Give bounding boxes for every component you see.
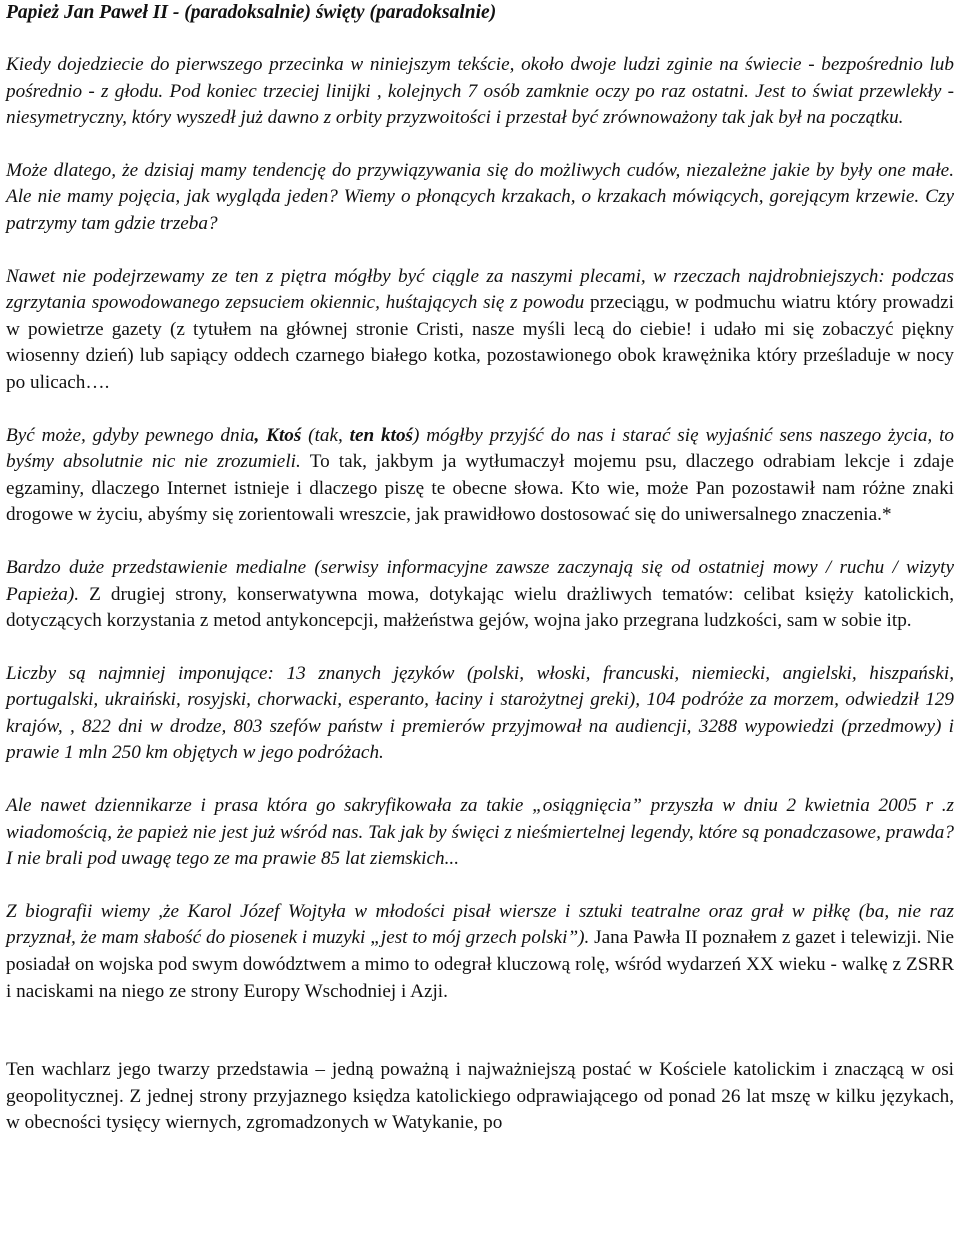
- paragraph-5-regular-text: Z drugiej strony, konserwatywna mowa, dotykając wielu drażliwych tematów: celibat księży katolickich, dotyczących korzystania z metod antykoncepcji, małżeństwa gejów, wojna jako przegrana ludzkości, sam w sobie itp.: [6, 583, 954, 632]
- paragraph-8-italic-text: Z biografii wiemy ,że Karol Józef Wojtyła w młodości pisał wiersze i sztuki teatralne oraz grał w piłkę (ba, nie raz przyznał, że mam słabość do piosenek i muzyki „jest to mój grzech polski”).: [6, 900, 954, 949]
- paragraph-3-regular-text: przeciągu, w podmuchu wiatru który prowadzi w powietrze gazety (z tytułem na głównej stronie Cristi, nasze myśli lecą do ciebie! i udało mi się zobaczyć piękny wiosenny dzień) lub sapiący oddech czarnego białego kotka, pozostawionego obok krawężnika który prześladuje w nocy po ulicach….: [6, 292, 955, 393]
- paragraph-5: [6, 555, 954, 635]
- paragraph-1: [6, 52, 954, 132]
- spacer: [6, 635, 954, 661]
- paragraph-6: [6, 661, 954, 767]
- paragraph-3: [6, 264, 954, 397]
- paragraph-4-emphasis-ktos: , Ktoś: [254, 424, 302, 446]
- document-title: Papież Jan Paweł II - (paradoksalnie) święty (paradoksalnie): [6, 2, 497, 23]
- spacer: [6, 767, 954, 793]
- paragraph-4: [6, 423, 954, 529]
- spacer: [6, 132, 954, 158]
- paragraph-8: [6, 899, 954, 1005]
- spacer: [6, 238, 954, 264]
- paragraph-4-text-e: ) mógłby przyjść do nas i starać się wyjaśnić sens naszego życia, to byśmy absolutnie nic nie zrozumieli.: [6, 424, 954, 473]
- paragraph-5-italic-text: Bardzo duże przedstawienie medialne (serwisy informacyjne zawsze zaczynają się od ostatniej mowy / ruchu / wizyty Papieża).: [6, 556, 954, 605]
- spacer: [6, 1005, 954, 1057]
- paragraph-9-text: Ten wachlarz jego twarzy przedstawia – jedną poważną i najważniejszą postać w Kościele katolickim i znaczącą w osi geopolitycznej. Z jednej strony przyjaznego księdza katolickiego odprawiającego od ponad 26 lat mszę w kilku językach, w obecności tysięcy wiernych, zgromadzonych w Watykanie, po: [6, 1059, 954, 1134]
- paragraph-7: [6, 793, 954, 873]
- spacer: [6, 397, 954, 423]
- paragraph-4-regular-text: To tak, jakbym ja wytłumaczył mojemu psu, dlaczego odrabiam lekcje i zdaje egzaminy, dlaczego Internet istnieje i dlaczego piszę te obecne słowa. Kto wie, może Pan pozostawił nam różne znaki drogowe w życiu, abyśmy się zorientowali wreszcie, jak prawidłowo dostosować się do uniwersalnego znaczenia.*: [6, 451, 954, 526]
- paragraph-9: [6, 1057, 954, 1137]
- paragraph-8-regular-text: Jana Pawła II poznałem z gazet i telewizji. Nie posiadał on wojska pod swym dowództwem a mimo to odegrał kluczową rolę, wśród wydarzeń XX wieku - walkę z ZSRR i naciskami na niego ze strony Europy Wschodniej i Azji.: [6, 927, 954, 1002]
- spacer: [6, 529, 954, 555]
- paragraph-1-text: Kiedy dojedziecie do pierwszego przecinka w niniejszym tekście, około dwoje ludzi zginie na świecie - bezpośrednio lub pośrednio - z głodu. Pod koniec trzeciej linijki , kolejnych 7 osób zamknie oczy po raz ostatni. Jest to świat przewlekły -niesymetryczny, który wyszedł już dawno z orbity przyzwoitości i przestał być zrównoważony tak jak był na początku.: [6, 54, 954, 129]
- paragraph-4-emphasis-ten-ktos: ten ktoś: [349, 424, 414, 446]
- paragraph-7-text: Ale nawet dziennikarze i prasa która go sakryfikowała za takie „osiągnięcia” przyszła w dniu 2 kwietnia 2005 r .z wiadomością, że papież nie jest już wśród nas. Tak jak by święci z nieśmiertelnej legendy, które są ponadczasowe, prawda? I nie brali pod uwagę tego ze ma prawie 85 lat ziemskich...: [6, 795, 954, 870]
- paragraph-2-text: Może dlatego, że dzisiaj mamy tendencję do przywiązywania się do możliwych cudów, niezależne jakie by były one małe. Ale nie mamy pojęcia, jak wygląda jeden? Wiemy o płonących krzakach, o krzakach mówiących, gorejącym krzewie. Czy patrzymy tam gdzie trzeba?: [6, 159, 954, 234]
- paragraph-4-text-a: Być może, gdyby pewnego dnia: [6, 424, 255, 446]
- spacer: [6, 873, 954, 899]
- paragraph-2: [6, 158, 954, 238]
- spacer: [6, 26, 954, 52]
- paragraph-4-text-c: (tak,: [301, 424, 350, 446]
- paragraph-3-italic-text: Nawet nie podejrzewamy ze ten z piętra mógłby być ciągle za naszymi plecami, w rzeczach najdrobniejszych: podczas zgrzytania spowodowanego zepsuciem okiennic, huśtających się z powodu: [6, 265, 954, 314]
- paragraph-6-text: Liczby są najmniej imponujące: 13 znanych języków (polski, włoski, francuski, niemiecki, angielski, hiszpański, portugalski, ukraiński, rosyjski, chorwacki, esperanto, łaciny i starożytnej greki), 104 podróże za morzem, odwiedził 129 krajów, , 822 dni w drodze, 803 szefów państw i premierów przyjmował na audiencji, 3288 wypowiedzi (przedmowy) i prawie 1 mln 250 km objętych w jego podróżach.: [6, 662, 954, 764]
